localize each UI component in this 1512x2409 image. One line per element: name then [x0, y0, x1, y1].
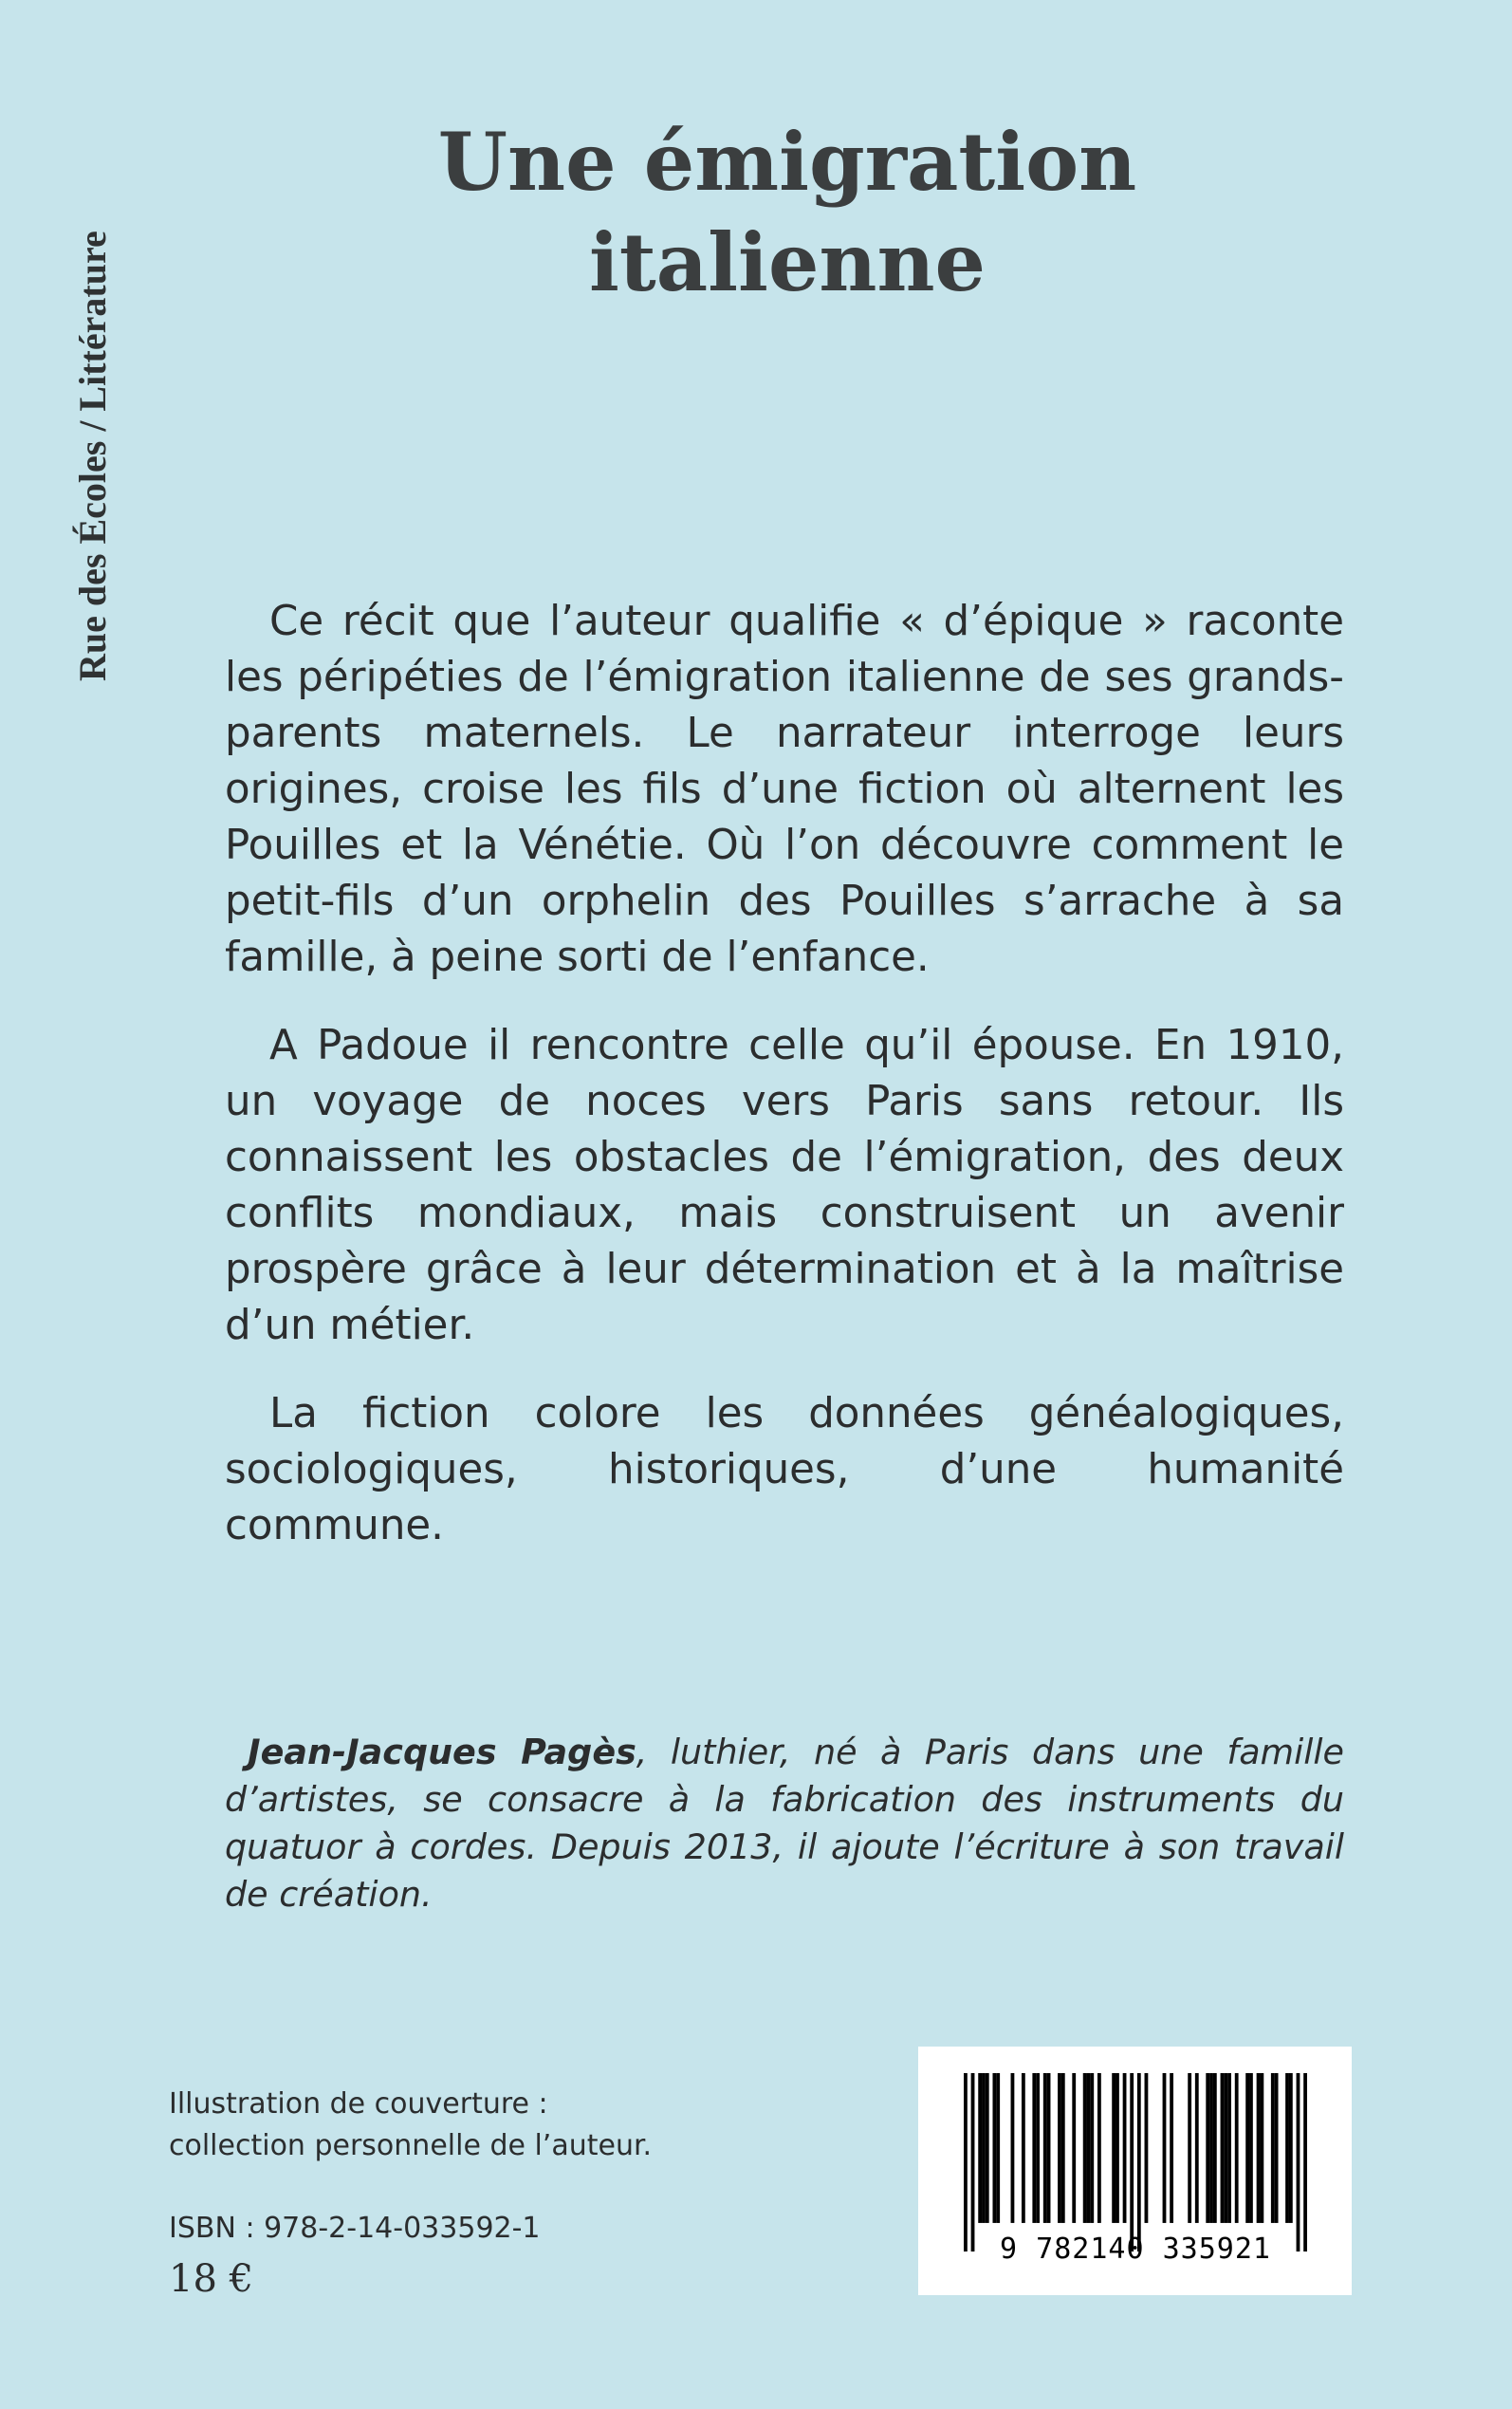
- author-bio-text: , luthier, né à Paris dans une famille d’artistes, se consacre à la fabrication des instruments du quatuor à cordes. Depuis 2013, il ajoute l’écriture à son travail de création.: [225, 1732, 1344, 1915]
- barcode-bar-46: [1303, 2073, 1307, 2251]
- barcode-bar-32: [1213, 2073, 1217, 2223]
- barcode-bar-18: [1090, 2073, 1094, 2223]
- barcode-bar-0: [964, 2073, 968, 2251]
- spine-collection-label: Rue des Écoles / Littérature: [71, 231, 114, 681]
- barcode-bar-4: [986, 2073, 989, 2223]
- barcode-bar-21: [1116, 2073, 1119, 2223]
- barcode-bar-40: [1260, 2073, 1263, 2223]
- barcode-bar-39: [1257, 2073, 1261, 2223]
- barcode-bar-1: [971, 2073, 975, 2251]
- author-bio: [225, 1729, 1344, 1918]
- barcode-bar-9: [1032, 2073, 1036, 2223]
- barcode-bar-36: [1235, 2073, 1239, 2223]
- barcode-panel: [918, 2047, 1352, 2295]
- barcode-digits: 9 782140 335921: [1000, 2233, 1271, 2266]
- barcode-bar-3: [982, 2073, 986, 2223]
- barcode-bar-17: [1087, 2073, 1091, 2223]
- price-label: 18 €: [169, 2257, 254, 2301]
- barcode-bar-26: [1163, 2073, 1167, 2223]
- barcode-bar-5: [992, 2073, 996, 2223]
- barcode-bar-8: [1022, 2073, 1025, 2223]
- barcode-bar-28: [1188, 2073, 1191, 2223]
- credits-line-1: Illustration de couverture :: [169, 2087, 548, 2121]
- barcode-bar-45: [1297, 2073, 1300, 2251]
- barcode-bar-27: [1170, 2073, 1173, 2223]
- barcode-bar-38: [1249, 2073, 1253, 2223]
- barcode-bar-44: [1289, 2073, 1293, 2223]
- barcode-bar-15: [1072, 2073, 1076, 2223]
- barcode-bar-13: [1058, 2073, 1061, 2223]
- blurb-paragraph-1: Ce récit que l’auteur qualifie « d’épique » raconte les péripéties de l’émigration italienne de ses grands-parents maternels. Le narrateur interroge leurs origines, croise les fils d’une fiction où alternent les Pouilles et la Vénétie. Où l’on découvre comment le petit-fils d’un orphelin des Pouilles s’arrache à sa famille, à peine sorti de l’enfance.: [225, 598, 1344, 981]
- blurb-paragraph-3: La fiction colore les données généalogiques, sociologiques, historiques, d’une humanité commune.: [225, 1390, 1344, 1549]
- isbn-number: ISBN : 978-2-14-033592-1: [169, 2212, 541, 2245]
- barcode-bar-25: [1145, 2073, 1149, 2223]
- barcode-bar-43: [1285, 2073, 1289, 2223]
- barcode-bars: [964, 2073, 1307, 2251]
- barcode-bar-20: [1112, 2073, 1116, 2223]
- barcode-bar-24: [1137, 2073, 1141, 2251]
- barcode-bar-10: [1036, 2073, 1040, 2223]
- barcode-bar-31: [1209, 2073, 1213, 2223]
- barcode-bar-35: [1227, 2073, 1231, 2223]
- barcode-bar-41: [1271, 2073, 1275, 2223]
- barcode-bar-37: [1245, 2073, 1249, 2223]
- barcode-bar-12: [1047, 2073, 1051, 2223]
- barcode-bar-11: [1043, 2073, 1047, 2223]
- title-line-1: Une émigration: [437, 115, 1137, 209]
- cover-credits: [169, 2084, 652, 2167]
- barcode-bar-6: [996, 2073, 1000, 2223]
- book-title: [313, 112, 1262, 313]
- blurb-paragraph-2: A Padoue il rencontre celle qu’il épouse. En 1910, un voyage de noces vers Paris sans retour. Ils connaissent les obstacles de l’émigration, des deux conflits mondiaux, mais construisent un avenir prospère grâce à leur détermination et à la maîtrise d’un métier.: [225, 1022, 1344, 1349]
- barcode-bar-23: [1130, 2073, 1134, 2251]
- credits-line-2: collection personnelle de l’auteur.: [169, 2129, 653, 2162]
- back-cover-blurb: [225, 594, 1344, 1586]
- barcode-bar-34: [1224, 2073, 1227, 2223]
- title-line-2: italienne: [589, 215, 986, 309]
- barcode-bar-30: [1206, 2073, 1209, 2223]
- barcode-bar-22: [1123, 2073, 1127, 2223]
- barcode-bar-2: [978, 2073, 982, 2223]
- barcode-bar-7: [1011, 2073, 1015, 2223]
- author-name: Jean-Jacques Pagès: [248, 1732, 636, 1772]
- barcode-bar-14: [1061, 2073, 1065, 2223]
- barcode-bar-16: [1083, 2073, 1087, 2223]
- barcode-bar-42: [1275, 2073, 1279, 2223]
- barcode-bar-33: [1221, 2073, 1225, 2223]
- barcode-bar-29: [1195, 2073, 1199, 2223]
- barcode-bar-19: [1097, 2073, 1101, 2223]
